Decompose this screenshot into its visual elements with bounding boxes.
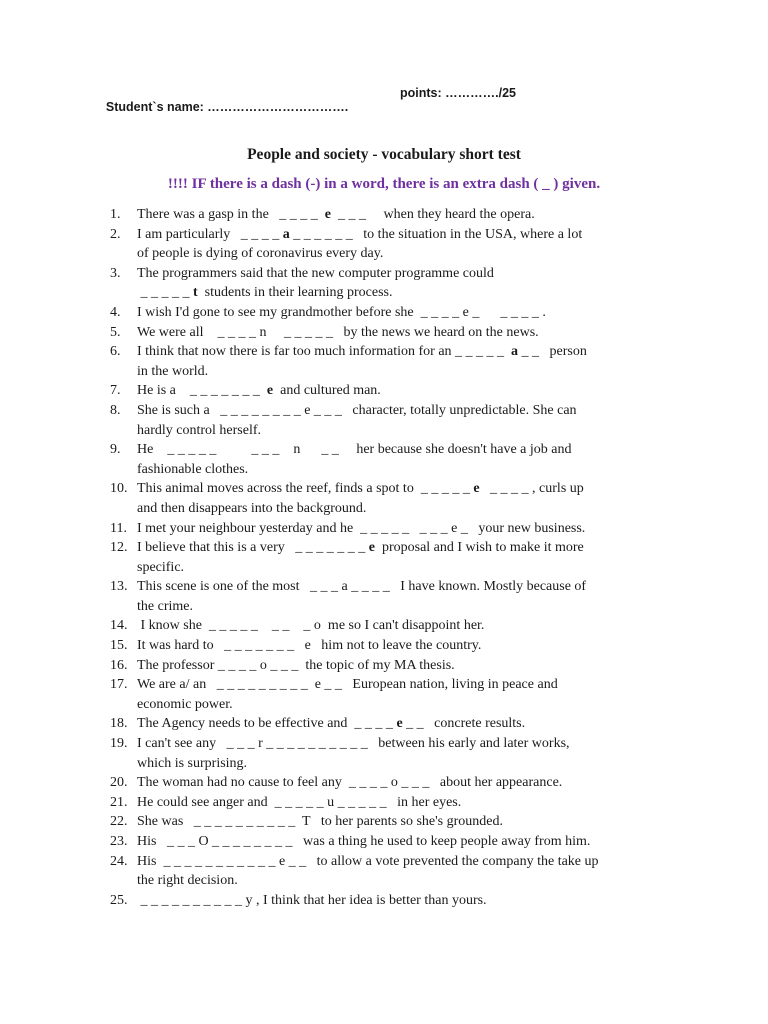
question-text: We were all _ _ _ _ n _ _ _ _ _ by the news we heard on the news. xyxy=(137,324,539,340)
question-item xyxy=(110,636,676,656)
question-item xyxy=(110,852,676,891)
question-number: 8. xyxy=(110,402,121,418)
question-number: 16. xyxy=(110,657,128,673)
question-text: He _ _ _ _ _ _ _ _ n _ _ her because she doesn't have a job and fashionable clothes. xyxy=(137,442,572,477)
question-number: 13. xyxy=(110,579,128,595)
question-number: 6. xyxy=(110,344,121,360)
student-name-field: Student`s name: ……………………………. xyxy=(105,100,349,114)
question-item xyxy=(110,714,676,734)
question-text: It was hard to _ _ _ _ _ _ _ e him not to leave the country. xyxy=(137,638,482,654)
question-number: 10. xyxy=(110,481,128,497)
question-number: 7. xyxy=(110,383,121,399)
question-number: 22. xyxy=(110,814,128,830)
question-text: _ _ _ _ _ _ _ _ _ _ y , I think that her idea is better than yours. xyxy=(137,892,487,908)
question-text: I know she _ _ _ _ _ _ _ _ o me so I can't disappoint her. xyxy=(137,618,485,634)
question-item xyxy=(110,773,676,793)
question-item xyxy=(110,264,676,303)
question-text: I wish I'd gone to see my grandmother before she _ _ _ _ e _ _ _ _ _ . xyxy=(137,304,546,320)
question-number: 11. xyxy=(110,520,127,536)
question-item xyxy=(110,793,676,813)
question-text: I think that now there is far too much information for an _ _ _ _ _ a _ _ person in the world. xyxy=(137,344,587,379)
question-text: The professor _ _ _ _ o _ _ _ the topic of my MA thesis. xyxy=(137,657,455,673)
question-number: 23. xyxy=(110,834,128,849)
question-item xyxy=(110,205,676,225)
question-item xyxy=(110,303,676,323)
question-number: 20. xyxy=(110,775,128,791)
instruction-note: !!!! IF there is a dash (-) in a word, there is an extra dash ( _ ) given. xyxy=(167,176,601,192)
question-text: I can't see any _ _ _ r _ _ _ _ _ _ _ _ _ _ between his early and later works, which is surprising. xyxy=(137,736,570,771)
question-number: 17. xyxy=(110,677,128,693)
question-number: 5. xyxy=(110,324,121,340)
question-text: The woman had no cause to feel any _ _ _ _ o _ _ _ about her appearance. xyxy=(137,775,563,791)
points-field: points: …………./25 xyxy=(400,86,516,100)
question-item xyxy=(110,440,676,479)
question-number: 9. xyxy=(110,442,121,458)
question-text: This scene is one of the most _ _ _ a _ _ _ _ I have known. Mostly because of the crime. xyxy=(137,579,587,614)
question-list xyxy=(110,205,676,910)
question-text: His _ _ _ _ _ _ _ _ _ _ _ e _ _ to allow a vote prevented the company the take up the right decision. xyxy=(137,853,599,889)
question-text: This animal moves across the reef, finds a spot to _ _ _ _ _ e _ _ _ _ , curls up and then disappears into the background. xyxy=(137,481,584,516)
question-number: 14. xyxy=(110,618,128,634)
question-item xyxy=(110,734,676,773)
question-item xyxy=(110,323,676,343)
question-item xyxy=(110,577,676,616)
question-number: 19. xyxy=(110,736,128,752)
question-text: I met your neighbour yesterday and he _ _ _ _ _ _ _ _ e _ your new business. xyxy=(137,520,586,536)
question-number: 12. xyxy=(110,540,128,556)
question-item xyxy=(110,479,676,518)
question-text: She was _ _ _ _ _ _ _ _ _ _ T to her parents so she's grounded. xyxy=(137,814,503,830)
question-item xyxy=(110,342,676,381)
question-item xyxy=(110,401,676,440)
question-number: 24. xyxy=(110,853,128,869)
question-item xyxy=(110,616,676,636)
question-text: I believe that this is a very _ _ _ _ _ _ _ e proposal and I wish to make it more specific. xyxy=(137,540,584,575)
question-number: 15. xyxy=(110,638,128,654)
page-title: People and society - vocabulary short test xyxy=(247,146,521,163)
question-text: He is a _ _ _ _ _ _ _ e and cultured man. xyxy=(137,383,381,399)
question-text: I am particularly _ _ _ _ a _ _ _ _ _ _ to the situation in the USA, where a lot of people is dying of coronavirus every day. xyxy=(137,226,583,262)
question-item xyxy=(110,519,676,539)
question-item xyxy=(110,225,676,264)
question-text: We are a/ an _ _ _ _ _ _ _ _ _ e _ _ European nation, living in peace and economic power. xyxy=(137,677,558,712)
question-text: The programmers said that the new computer programme could _ _ _ _ _ t students in their learning process. xyxy=(137,265,494,301)
question-number: 2. xyxy=(110,226,121,242)
question-item xyxy=(110,656,676,676)
question-item xyxy=(110,832,676,852)
question-item xyxy=(110,891,676,911)
question-item xyxy=(110,812,676,832)
question-text: His _ _ _ O _ _ _ _ _ _ _ _ was a thing he used to keep people away from him. xyxy=(137,834,591,849)
question-item xyxy=(110,381,676,401)
question-text: She is such a _ _ _ _ _ _ _ _ e _ _ _ character, totally unpredictable. She can hardly control herself. xyxy=(137,402,577,438)
question-text: He could see anger and _ _ _ _ _ u _ _ _ _ _ in her eyes. xyxy=(137,794,462,810)
question-number: 1. xyxy=(110,207,121,222)
question-text: The Agency needs to be effective and _ _ _ _ e _ _ concrete results. xyxy=(137,716,526,732)
header-line xyxy=(92,86,516,142)
question-number: 21. xyxy=(110,794,128,810)
question-item xyxy=(110,538,676,577)
question-number: 18. xyxy=(110,716,128,732)
question-number: 25. xyxy=(110,892,128,908)
question-text: There was a gasp in the _ _ _ _ e _ _ _ when they heard the opera. xyxy=(137,207,535,222)
question-item xyxy=(110,675,676,714)
question-number: 4. xyxy=(110,304,121,320)
question-number: 3. xyxy=(110,265,121,281)
